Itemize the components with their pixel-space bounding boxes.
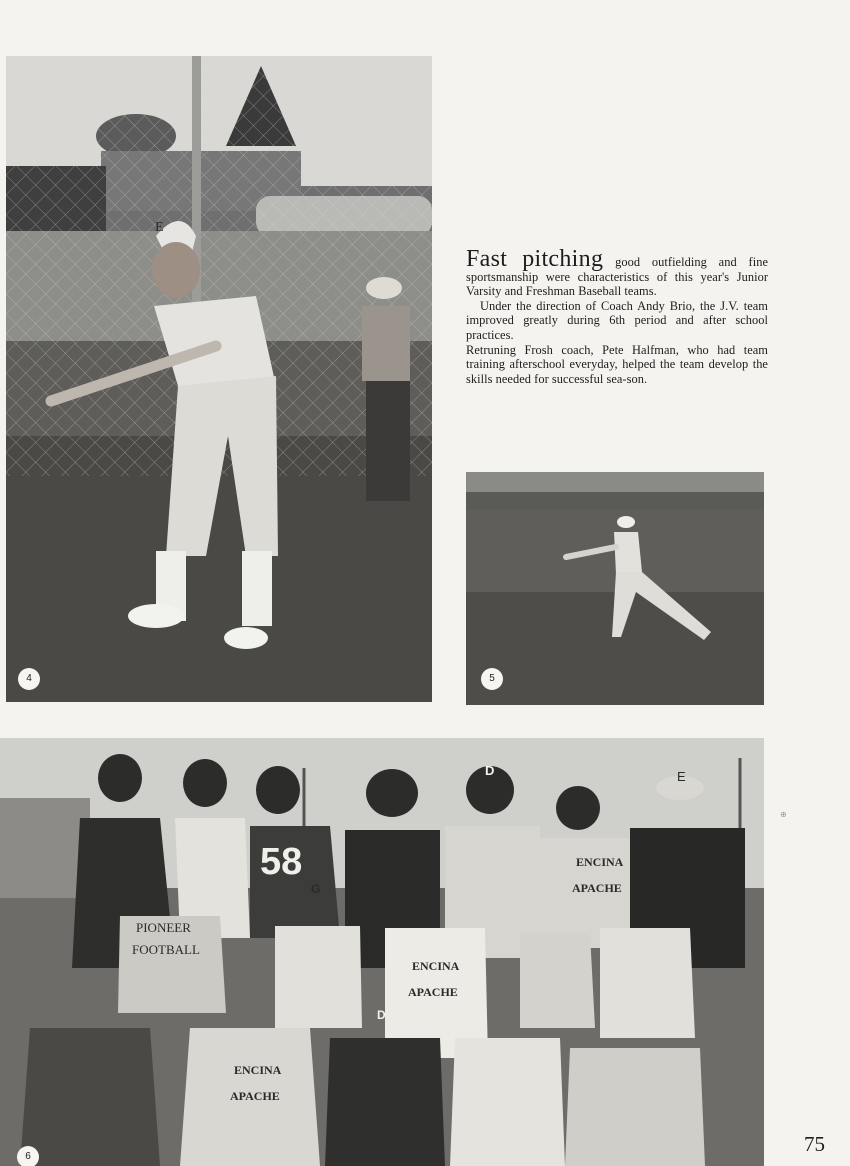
cap-logo <box>148 214 178 236</box>
cap-letter-e <box>672 766 692 786</box>
shirt-encina-apache-2 <box>404 956 474 1002</box>
svg-text:D: D <box>485 763 495 778</box>
svg-text:E: E <box>155 220 164 235</box>
batter-illustration <box>6 56 432 702</box>
shirt-encina-apache <box>568 852 638 898</box>
paragraph-1 <box>466 246 768 299</box>
paragraph-2: Under the direction of Coach Andy Brio, the J.V. team improved greatly during 6th period and after school practices. <box>466 298 768 342</box>
svg-text:FOOTBALL: FOOTBALL <box>132 942 200 957</box>
fielder-illustration <box>466 472 764 705</box>
svg-text:E: E <box>677 769 686 784</box>
svg-text:APACHE: APACHE <box>408 985 458 999</box>
article-body <box>466 246 768 386</box>
svg-text:APACHE: APACHE <box>230 1089 280 1103</box>
svg-text:ENCINA: ENCINA <box>234 1063 282 1077</box>
svg-text:58: 58 <box>260 841 303 882</box>
binding-mark-icon: ⊕ <box>780 810 787 819</box>
paragraph-1-text: good outfielding and fine sportsmanship were characteristics of this year's Junior Varsity and Freshman Baseball teams. <box>466 255 768 299</box>
svg-text:PIONEER: PIONEER <box>136 920 191 935</box>
photo-team <box>0 738 764 1166</box>
svg-text:ENCINA: ENCINA <box>412 959 460 973</box>
helmet-letter-d <box>480 760 500 780</box>
svg-text:G: G <box>311 882 321 896</box>
photo-number-badge: 6 <box>17 1146 39 1166</box>
jersey-number <box>258 834 318 882</box>
shirt-pioneer <box>128 916 218 962</box>
page-number: 75 <box>804 1132 825 1156</box>
helmet-letter-d-2 <box>372 1004 392 1024</box>
photo-number-badge: 4 <box>18 668 40 690</box>
paragraph-3: Retruning Frosh coach, Pete Halfman, who had team training afterschool everyday, helped the team develop the skills needed for successful sea-son. <box>466 342 768 386</box>
helmet-letter-g <box>306 878 326 898</box>
svg-text:APACHE: APACHE <box>572 881 622 895</box>
svg-text:ENCINA: ENCINA <box>576 855 624 869</box>
svg-text:D: D <box>377 1008 386 1022</box>
photo-fielder <box>466 472 764 705</box>
lead-in: Fast pitching <box>466 246 604 272</box>
photo-batter <box>6 56 432 702</box>
shirt-encina-apache-3 <box>226 1060 296 1106</box>
photo-number-badge: 5 <box>481 668 503 690</box>
team-illustration <box>0 738 764 1166</box>
